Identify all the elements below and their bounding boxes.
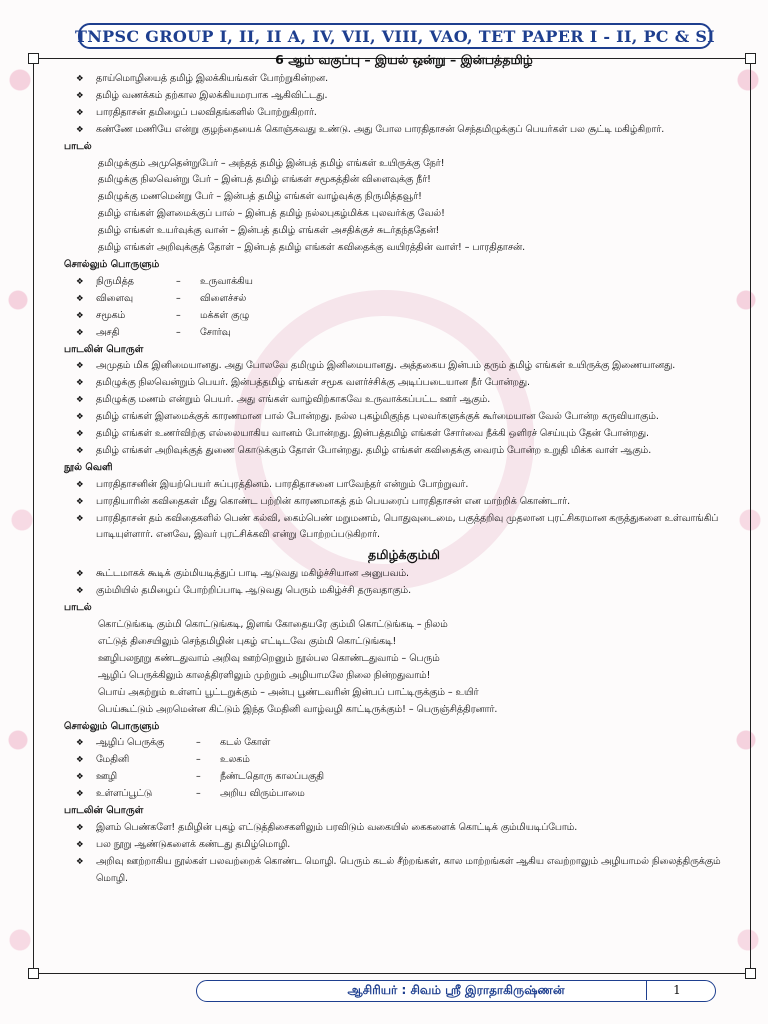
frame-corner bbox=[745, 968, 756, 979]
word-meaning-row bbox=[64, 274, 744, 291]
word-meaning-row bbox=[64, 752, 744, 769]
word: ❖ ஊழி bbox=[96, 771, 118, 783]
frame-corner bbox=[745, 53, 756, 64]
list-item: ❖ கும்மியில் தமிழைப் போற்றிப்பாடி ஆடுவது பெரும் மகிழ்ச்சி தருவதாகும். bbox=[64, 583, 744, 600]
header-title: TNPSC GROUP I, II, II A, IV, VII, VIII, VAO, TET PAPER I - II, PC & SI bbox=[75, 26, 715, 46]
poem-line: தமிழுக்கு மணமென்று பேர் – இன்பத் தமிழ் எங்கள் வாழ்வுக்கு நிருமித்தவூர்! bbox=[98, 191, 422, 203]
list-item: ❖ தமிழ் எங்கள் அறிவுக்குத் துணை கொடுக்கும் தோள் போன்றது. தமிழ் எங்கள் கவிதைக்கு வைரம் போன்ற உறுதி மிக்க வாள் ஆகும். bbox=[64, 443, 744, 460]
list-item: ❖ பாரதிதாசன் தமிழைப் பலவிதங்களில் போற்றுகிறார். bbox=[64, 105, 744, 122]
dash: – bbox=[196, 754, 201, 766]
meaning: விளைச்சல் bbox=[200, 292, 247, 304]
poem-line: தமிழ் எங்கள் அறிவுக்குத் தோள் – இன்பத் தமிழ் எங்கள் கவிதைக்கு வயிரத்தின் வாள்! – பாரதிதாசன். bbox=[98, 242, 526, 254]
dash: – bbox=[196, 771, 201, 783]
word-meaning-row bbox=[64, 308, 744, 325]
poem-line: தமிழுக்கு நிலவென்று பேர் – இன்பத் தமிழ் எங்கள் சமூகத்தின் விளைவுக்கு நீர்! bbox=[98, 174, 431, 186]
poem-line: கொட்டுங்கடி கும்மி கொட்டுங்கடி, இளங் கோதையரே கும்மி கொட்டுங்கடி – நிலம் bbox=[98, 619, 448, 631]
list-item: ❖ அமுதம் மிக இனிமையானது. அது போலவே தமிழும் இனிமையானது. அத்தகைய இன்பம் தரும் தமிழ் எங்கள் உயிருக்கு இணையானது. bbox=[64, 358, 744, 375]
page-content bbox=[64, 49, 744, 888]
meaning: நீண்டதொரு காலப்பகுதி bbox=[220, 771, 324, 783]
list-item: ❖ அறிவு ஊற்றாகிய நூல்கள் பலவற்றைக் கொண்ட மொழி. பெரும் கடல் சீற்றங்கள், கால மாற்றங்கள் ஆகிய எவற்றாலும் அழியாமல் நிலைத்திருக்கும் மொழி. bbox=[64, 854, 744, 888]
dash: – bbox=[176, 309, 181, 321]
header-banner bbox=[75, 23, 715, 49]
meaning-heading: பாடலின் பொருள் bbox=[64, 343, 144, 355]
book-heading: நூல் வெளி bbox=[64, 461, 113, 473]
list-item: ❖ பாரதியாரின் கவிதைகள் மீது கொண்ட பற்றின் காரணமாகத் தம் பெயரைப் பாரதிதாசன் என மாற்றிக் கொண்டார். bbox=[64, 494, 744, 511]
poem-line: பொய் அகற்றும் உள்ளப் பூட்டறுக்கும் – அன்பு பூண்டவரின் இன்பப் பாட்டிருக்கும் – உயிர் bbox=[98, 686, 479, 698]
poem-line: தமிழ் எங்கள் உயர்வுக்கு வான் – இன்பத் தமிழ் எங்கள் அசதிக்குச் சுடர்தந்ததேன்! bbox=[98, 225, 440, 237]
poem-line: தமிழுக்கும் அமுதென்றுபேர் – அந்தத் தமிழ் இன்பத் தமிழ் எங்கள் உயிருக்கு நேர்! bbox=[98, 157, 445, 169]
meaning: உருவாக்கிய bbox=[200, 275, 253, 287]
meaning: அறிய விரும்பாமை bbox=[220, 788, 305, 800]
word: ❖ நிருமித்த bbox=[96, 275, 134, 287]
word-meaning-row bbox=[64, 786, 744, 803]
word-meaning-row bbox=[64, 735, 744, 752]
word-meaning-row bbox=[64, 291, 744, 308]
words-heading: சொல்லும் பொருளும் bbox=[64, 258, 160, 270]
dash: – bbox=[176, 292, 181, 304]
poem-line: ஊழிபலநூறு கண்டதுவாம் அறிவு ஊற்றெனும் நூல்பல கொண்டதுவாம் – பெரும் bbox=[98, 652, 440, 664]
list-item: ❖ தமிழுக்கு நிலவென்றும் பெயர். இன்பத்தமிழ் எங்கள் சமூக வளர்ச்சிக்கு அடிப்படையான நீர் போன்றது. bbox=[64, 375, 744, 392]
word-meaning-row bbox=[64, 325, 744, 342]
frame-corner bbox=[28, 53, 39, 64]
word-meaning-row bbox=[64, 769, 744, 786]
list-item: ❖ தமிழ் எங்கள் இளமைக்குக் காரணமான பால் போன்றது. நல்ல புகழ்மிகுந்த புலவர்களுக்குக் கூர்மையான வேல் போன்ற கருவியாகும். bbox=[64, 409, 744, 426]
meaning-heading: பாடலின் பொருள் bbox=[64, 805, 144, 817]
word: ❖ அசதி bbox=[96, 326, 120, 338]
word: ❖ விளைவு bbox=[96, 292, 133, 304]
list-item: ❖ தமிழ் வணக்கம் தற்கால இலக்கியமரபாக ஆகிவிட்டது. bbox=[64, 88, 744, 105]
list-item: ❖ தமிழுக்கு மணம் என்றும் பெயர். அது எங்கள் வாழ்விற்காகவே உருவாக்கப்பட்ட ஊர் ஆகும். bbox=[64, 392, 744, 409]
list-item: ❖ இளம் பெண்களே! தமிழின் புகழ் எட்டுத்திசைகளிலும் பரவிடும் வகையில் கைகளைக் கொட்டிக் கும்மியடிப்போம். bbox=[64, 820, 744, 837]
page-number: 1 bbox=[646, 981, 707, 1000]
meaning: உலகம் bbox=[220, 754, 250, 766]
poem-line: எட்டுத் திசையிலும் செந்தமிழின் புகழ் எட்டிடவே கும்மி கொட்டுங்கடி! bbox=[98, 636, 397, 647]
poem-heading: பாடல் bbox=[64, 602, 92, 614]
dash: – bbox=[176, 275, 181, 287]
meaning: கடல் கோள் bbox=[220, 737, 271, 749]
word: ❖ ஆழிப் பெருக்கு bbox=[96, 737, 165, 749]
meaning: மக்கள் குழு bbox=[200, 309, 250, 321]
list-item: ❖ தமிழ் எங்கள் உணர்விற்கு எல்லையாகிய வானம் போன்றது. இன்பத்தமிழ் எங்கள் சோர்வை நீக்கி ஒளிரச் செய்யும் தேன் போன்றது. bbox=[64, 426, 744, 443]
poem-heading: பாடல் bbox=[64, 140, 92, 152]
list-item: ❖ கண்ணே மணியே என்று குழந்தையைக் கொஞ்சுவது உண்டு. அது போல பாரதிதாசன் செந்தமிழுக்குப் பெயர்கள் பல சூட்டி மகிழ்கிறார். bbox=[64, 122, 744, 139]
section-title: 6 ஆம் வகுப்பு – இயல் ஒன்று – இன்பத்தமிழ் bbox=[275, 52, 533, 67]
word: ❖ உள்ளப்பூட்டு bbox=[96, 788, 153, 800]
section-title: தமிழ்க்கும்மி bbox=[368, 547, 440, 563]
meaning: சோர்வு bbox=[200, 326, 231, 338]
word: ❖ மேதினி bbox=[96, 754, 130, 766]
list-item: ❖ பாரதிதாசனின் இயற்பெயர் சுப்புரத்தினம். பாரதிதாசனை பாவேந்தர் என்றும் போற்றுவர். bbox=[64, 477, 744, 494]
poem-line: தமிழ் எங்கள் இளமைக்குப் பால் – இன்பத் தமிழ் நல்லபுகழ்மிக்க புலவர்க்கு வேல்! bbox=[98, 208, 445, 220]
list-item: ❖ பல நூறு ஆண்டுகளைக் கண்டது தமிழ்மொழி. bbox=[64, 837, 744, 854]
poem-line: ஆழிப் பெருக்கிலும் காலத்திரளிலும் முற்றும் அழியாமலே நிலை நின்றதுவாம்! bbox=[98, 669, 431, 681]
author-name: ஆசிரியர் : சிவம் ஸ்ரீ இராதாகிருஷ்ணன் bbox=[347, 983, 565, 997]
dash: – bbox=[176, 326, 181, 338]
words-heading: சொல்லும் பொருளும் bbox=[64, 720, 160, 732]
list-item: ❖ தாய்மொழியைத் தமிழ் இலக்கியங்கள் போற்றுகின்றன. bbox=[64, 71, 744, 88]
dash: – bbox=[196, 788, 201, 800]
footer-banner bbox=[196, 980, 716, 1002]
list-item: ❖ கூட்டமாகக் கூடிக் கும்மியடித்துப் பாடி ஆடுவது மகிழ்ச்சியான அனுபவம். bbox=[64, 566, 744, 583]
poem-line: பெய்கூட்டும் அறமென்ன கிட்டும் இந்த மேதினி வாழ்வழி காட்டிருக்கும்! – பெருஞ்சித்திரனார். bbox=[98, 703, 498, 715]
frame-corner bbox=[28, 968, 39, 979]
word: ❖ சமூகம் bbox=[96, 309, 126, 321]
dash: – bbox=[196, 737, 201, 749]
list-item: ❖ பாரதிதாசன் தம் கவிதைகளில் பெண் கல்வி, கைம்பெண் மறுமணம், பொதுவுடைமை, பகுத்தறிவு முதலான புரட்சிகரமான கருத்துகளை உள்வாங்கிப் பாடியுள்ளார். எனவே, இவர் புரட்சிக்கவி என்று போற்றப்படுகிறார். bbox=[64, 511, 744, 545]
